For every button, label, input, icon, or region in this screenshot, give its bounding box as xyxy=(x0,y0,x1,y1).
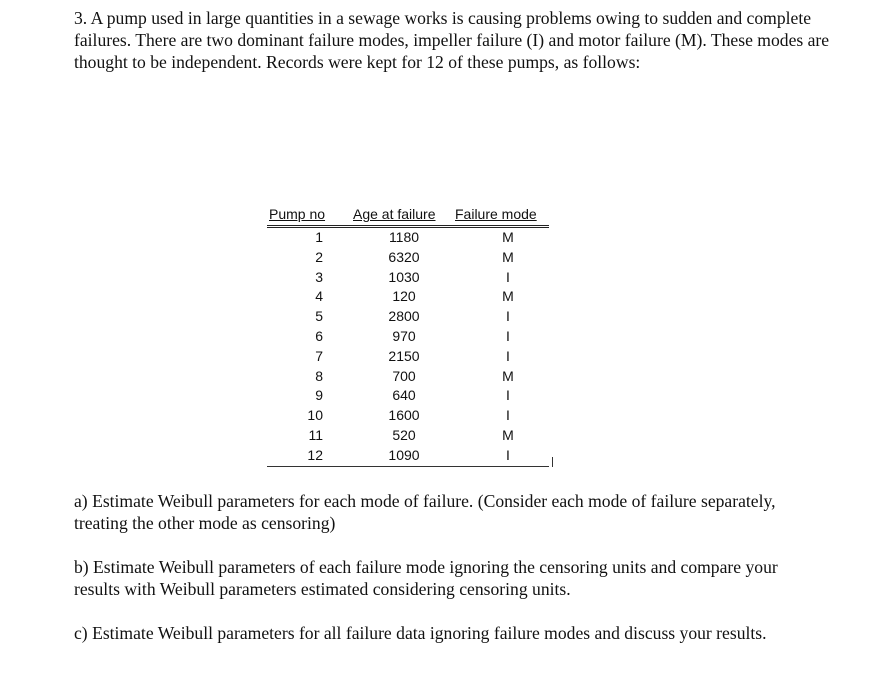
table-row xyxy=(267,268,549,288)
header-failure-mode: Failure mode xyxy=(455,205,549,227)
age-cell: 2150 xyxy=(388,347,420,364)
table-row xyxy=(267,386,549,406)
age-cell: 120 xyxy=(392,288,416,305)
pump-no-cell: 1 xyxy=(315,229,323,245)
pump-no-cell: 9 xyxy=(315,387,323,404)
header-age-at-failure: Age at failure xyxy=(353,205,455,227)
pump-no-cell: 2 xyxy=(315,248,323,265)
mode-cell: M xyxy=(502,426,514,443)
pump-no-cell: 6 xyxy=(315,327,323,344)
age-cell: 1030 xyxy=(388,268,420,285)
pump-no-cell: 8 xyxy=(315,367,323,384)
mode-cell: I xyxy=(506,347,510,364)
table-row xyxy=(267,426,549,446)
mode-cell: M xyxy=(502,229,514,245)
failure-data-table xyxy=(267,205,549,467)
age-cell: 1180 xyxy=(388,229,420,245)
table-row xyxy=(267,327,549,347)
age-cell: 1090 xyxy=(353,446,455,466)
age-cell: 1600 xyxy=(388,407,420,424)
age-cell: 520 xyxy=(392,426,416,443)
pump-no-cell: 12 xyxy=(267,446,353,466)
table-row xyxy=(267,248,549,268)
mode-cell: M xyxy=(502,288,514,305)
age-cell: 2800 xyxy=(388,308,420,325)
mode-cell: I xyxy=(455,446,549,466)
pump-no-cell: 4 xyxy=(315,288,323,305)
table-border-tick xyxy=(552,457,553,467)
age-cell: 970 xyxy=(392,327,416,344)
mode-cell: I xyxy=(506,308,510,325)
pump-no-cell: 7 xyxy=(315,347,323,364)
mode-cell: M xyxy=(502,367,514,384)
age-cell: 640 xyxy=(392,387,416,404)
table-row xyxy=(267,347,549,367)
table-row xyxy=(267,287,549,307)
mode-cell: I xyxy=(506,387,510,404)
age-cell: 700 xyxy=(392,367,416,384)
question-a: a) Estimate Weibull parameters for each mode of failure. (Consider each mode of failure separately, treating the other mode as censoring) xyxy=(74,491,776,533)
age-cell: 6320 xyxy=(388,248,420,265)
mode-cell: I xyxy=(506,327,510,344)
mode-cell: M xyxy=(502,248,514,265)
table-row xyxy=(267,446,549,466)
pump-no-cell: 5 xyxy=(315,308,323,325)
problem-statement: 3. A pump used in large quantities in a sewage works is causing problems owing to sudden and complete failures. There are two dominant failure modes, impeller failure (I) and motor failure (M). These modes are thought to be independent. Records were kept for 12 of these pumps, as follows: xyxy=(74,8,830,72)
header-pump-no: Pump no xyxy=(267,205,353,227)
pump-no-cell: 10 xyxy=(307,407,323,424)
table-header-row xyxy=(267,205,549,227)
question-c: c) Estimate Weibull parameters for all failure data ignoring failure modes and discuss your results. xyxy=(74,623,767,643)
pump-no-cell: 11 xyxy=(308,426,323,443)
table-row xyxy=(267,367,549,387)
table-row xyxy=(267,406,549,426)
question-b: b) Estimate Weibull parameters of each failure mode ignoring the censoring units and compare your results with Weibull parameters estimated considering censoring units. xyxy=(74,557,778,599)
failure-data-table-container xyxy=(267,205,549,467)
table-row xyxy=(267,307,549,327)
pump-no-cell: 3 xyxy=(315,268,323,285)
mode-cell: I xyxy=(506,268,510,285)
table-row xyxy=(267,227,549,248)
mode-cell: I xyxy=(506,407,510,424)
